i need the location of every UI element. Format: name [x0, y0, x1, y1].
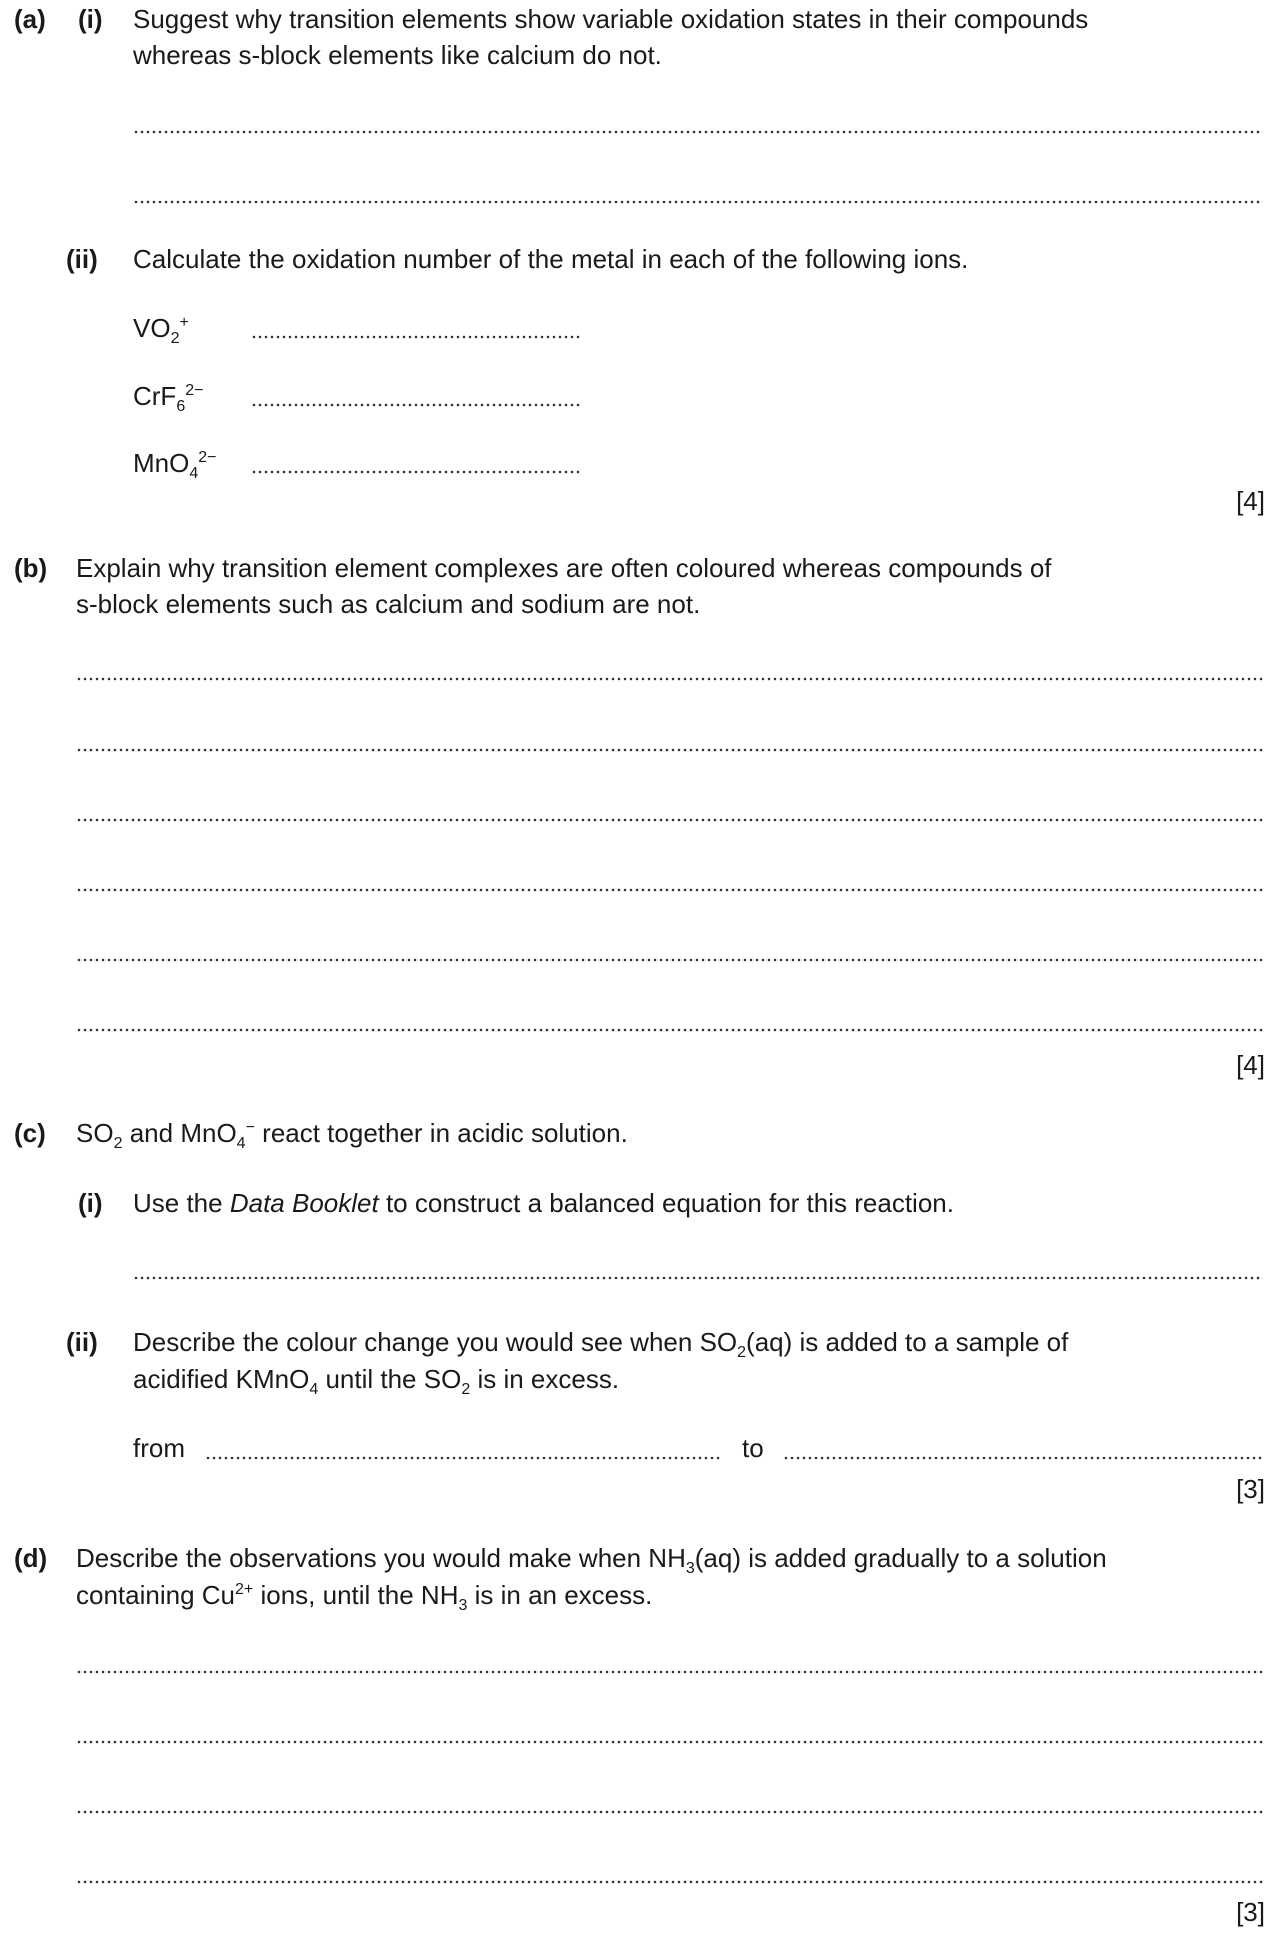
part-c-i-label: (i) [78, 1188, 103, 1218]
answer-line-d-3[interactable] [76, 1810, 1263, 1814]
answer-line-a-i-2[interactable] [133, 200, 1263, 204]
part-d-label: (d) [14, 1543, 48, 1573]
answer-line-b-2[interactable] [76, 748, 1263, 752]
answer-line-from[interactable] [205, 1456, 720, 1460]
from-label: from [133, 1433, 185, 1463]
question-a-i-line2: whereas s-block elements like calcium do not. [133, 40, 662, 70]
answer-line-a-i-1[interactable] [133, 130, 1263, 134]
answer-line-c-i[interactable] [133, 1276, 1263, 1280]
marks-d: [3] [1236, 1897, 1265, 1927]
question-a-ii-text: Calculate the oxidation number of the metal in each of the following ions. [133, 244, 969, 274]
ion-mno4: MnO$_4^{2-}$ [133, 448, 217, 482]
answer-line-b-4[interactable] [76, 888, 1263, 892]
answer-line-crf6[interactable] [251, 403, 581, 407]
answer-line-b-1[interactable] [76, 677, 1263, 681]
part-a-ii-label: (ii) [66, 244, 98, 274]
answer-line-mno4[interactable] [251, 470, 581, 474]
question-c-ii-line2: acidified KMnO$_4$ until the $SO_2$ is in excess. [133, 1364, 620, 1398]
ion-vo2: $VO_2^+$ [133, 313, 189, 347]
part-b-label: (b) [14, 553, 48, 583]
marks-c: [3] [1236, 1474, 1265, 1504]
part-c-label: (c) [14, 1118, 46, 1148]
to-label: to [742, 1433, 764, 1463]
question-c-i-text: Use the Data Booklet to construct a balanced equation for this reaction. [133, 1188, 954, 1218]
question-b-line2: s-block elements such as calcium and sodium are not. [76, 589, 701, 619]
question-a-i-line1: Suggest why transition elements show variable oxidation states in their compounds [133, 4, 1089, 34]
answer-line-b-5[interactable] [76, 958, 1263, 962]
answer-line-d-2[interactable] [76, 1740, 1263, 1744]
answer-line-d-4[interactable] [76, 1880, 1263, 1884]
marks-a: [4] [1236, 486, 1265, 516]
part-a-label: (a) [14, 4, 46, 34]
ion-crf6: CrF$_6^{2-}$ [133, 381, 204, 415]
answer-line-b-6[interactable] [76, 1028, 1263, 1032]
part-c-ii-label: (ii) [66, 1327, 98, 1357]
answer-line-to[interactable] [783, 1456, 1263, 1460]
answer-line-d-1[interactable] [76, 1670, 1263, 1674]
question-c-ii-line1: Describe the colour change you would see when $SO_2(aq)$ is added to a sample of [133, 1327, 1069, 1361]
question-d-line1: Describe the observations you would make when $NH_3(aq)$ is added gradually to a solution [76, 1543, 1107, 1577]
question-b-line1: Explain why transition element complexes are often coloured whereas compounds of [76, 553, 1052, 583]
answer-line-vo2[interactable] [251, 335, 581, 339]
answer-line-b-3[interactable] [76, 818, 1263, 822]
question-c-text: $SO_2$ and MnO$_4$− react together in acidic solution. [76, 1118, 628, 1152]
question-d-line2: containing $Cu^{2+}$ ions, until the $NH_3$ is in an excess. [76, 1580, 653, 1614]
marks-b: [4] [1236, 1050, 1265, 1080]
part-a-i-label: (i) [78, 4, 103, 34]
